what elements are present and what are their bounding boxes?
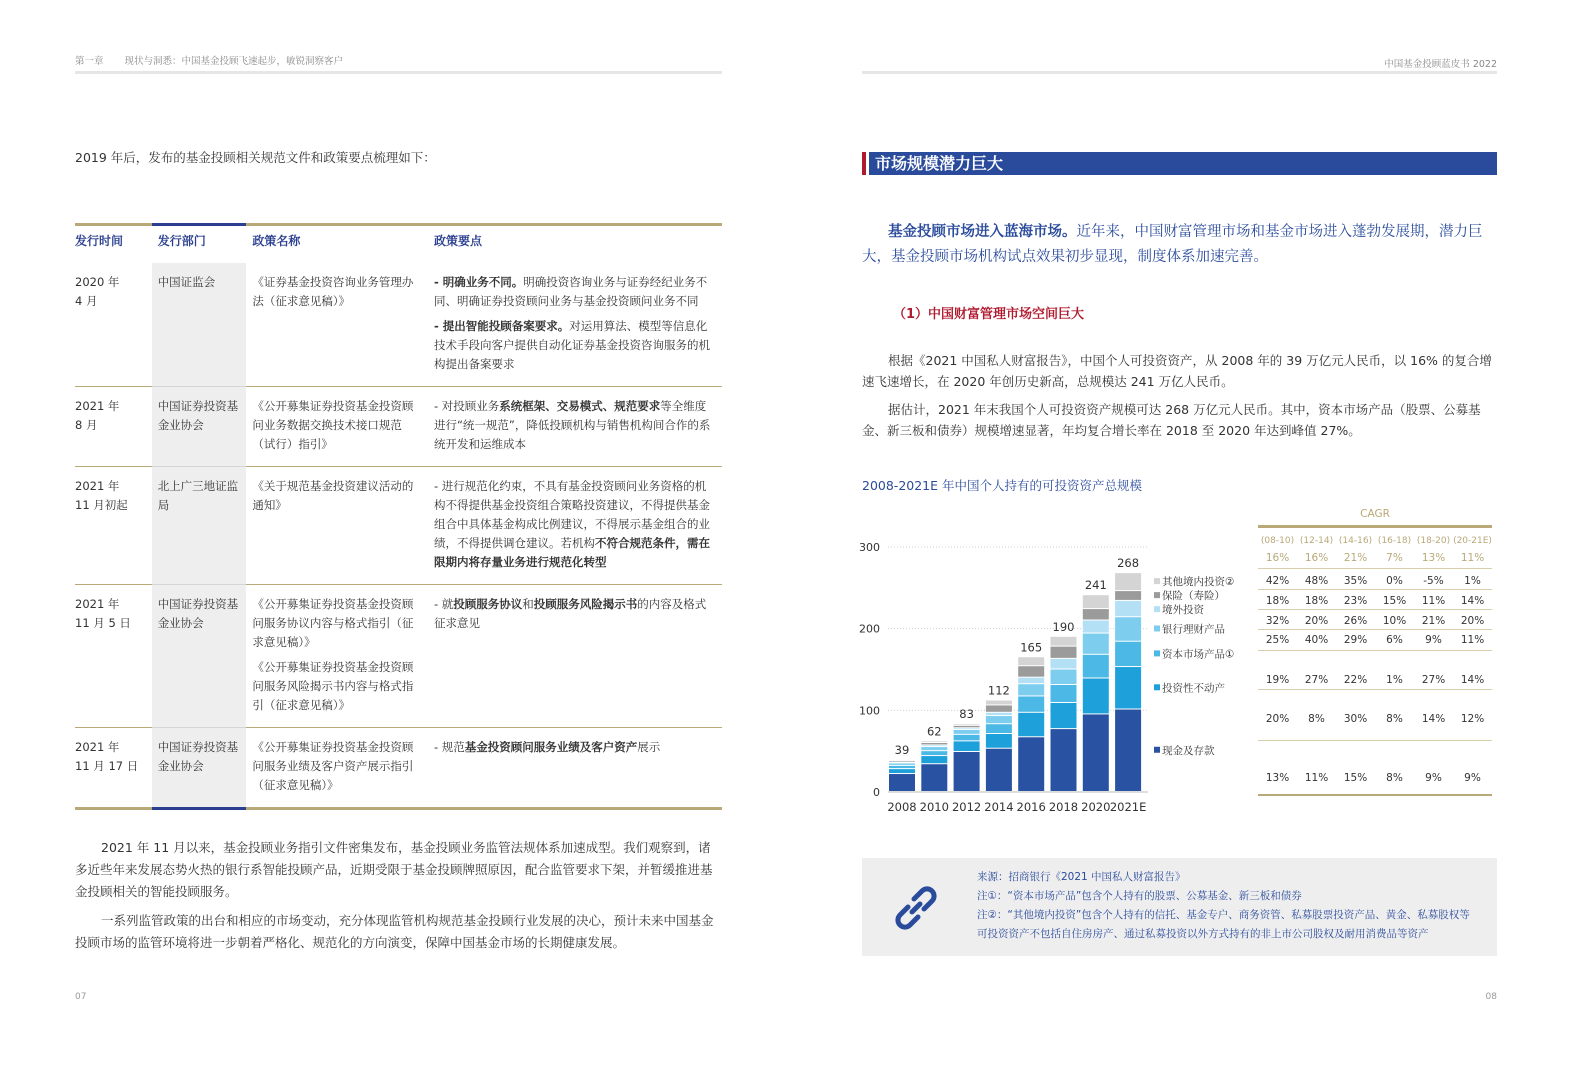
cell-time: 2020 年 4 月 xyxy=(75,263,152,387)
cagr-total: 21% xyxy=(1343,552,1368,564)
cell-policy-name: 《公开募集证券投资基金投资顾问服务协议内容与格式指引（征求意见稿）》 《公开募集证券投资基金投资顾问服务风险揭示书内容与格式指引（征求意见稿）》 xyxy=(246,585,428,728)
cagr-value: 9% xyxy=(1425,772,1442,784)
cagr-value: 19% xyxy=(1265,674,1290,686)
cagr-value: 27% xyxy=(1304,674,1329,686)
legend-label: 境外投资 xyxy=(1162,604,1204,617)
bar-segment xyxy=(1051,637,1077,646)
data-label: 241 xyxy=(1084,578,1107,593)
right-running-header: 中国基金投顾蓝皮书 2022 xyxy=(1384,59,1497,70)
legend-label: 现金及存款 xyxy=(1162,744,1215,757)
bar-segment xyxy=(1115,667,1141,708)
source-line: 来源：招商银行《2021 中国私人财富报告》 xyxy=(977,871,1186,883)
cell-dept: 北上广三地证监局 xyxy=(152,467,247,585)
cagr-period: (16-18) xyxy=(1377,536,1412,546)
y-tick-label: 200 xyxy=(859,622,880,636)
y-tick-label: 0 xyxy=(873,786,880,799)
cagr-row-rule xyxy=(1258,589,1492,590)
data-label: 39 xyxy=(894,743,910,758)
policy-table xyxy=(75,223,722,810)
bar-segment xyxy=(1115,601,1141,616)
x-tick-label: 2010 xyxy=(919,800,949,814)
left-paragraph-2: 一系列监管政策的出台和相应的市场变动，充分体现监管机构规范基金投顾行业发展的决心，预计未来中国基金投顾市场的监管环境将进一步朝着严格化、规范化的方向演变，保障中国基金市场的长期健康发展。 xyxy=(75,913,714,950)
bar-segment xyxy=(1115,573,1141,590)
bar-segment xyxy=(1051,647,1077,658)
cagr-title: CAGR xyxy=(1360,508,1390,520)
table-intro: 2019 年后，发布的基金投顾相关规范文件和政策要点梳理如下： xyxy=(75,150,436,165)
cell-time: 2021 年 11 月 5 日 xyxy=(75,585,152,728)
chapter-title: 现状与洞悉：中国基金投顾飞速起步，敏锐洞察客户 xyxy=(124,56,344,67)
cell-policy-points: - 进行规范化约束，不具有基金投资顾问业务资格的机构不得提供基金投资组合策略投资建议，不得提供基金组合中具体基金构成比例建议，不得展示基金组合的业绩，不得提供调仓建议。若机构不符合规范条件，需在限期内将存量业务进行规范化转型 xyxy=(428,467,722,585)
bar-segment xyxy=(954,752,980,791)
cagr-value: 11% xyxy=(1460,634,1485,646)
x-tick-label: 2012 xyxy=(951,800,982,814)
right-paragraph-2: 据估计，2021 年末我国个人可投资资产规模可达 268 万亿元人民币。其中，资本市场产品（股票、公募基金、新三板和债券）规模增速显著，年均复合增长率在 2018 至 2020 年达到峰值 27%。 xyxy=(862,402,1481,438)
link-icon xyxy=(890,883,942,933)
legend-swatch xyxy=(1154,578,1160,584)
cagr-value: 0% xyxy=(1386,575,1403,587)
left-paragraph-1: 2021 年 11 月以来，基金投顾业务指引文件密集发布，基金投顾业务监管法规体系加速成型。我们观察到，诸多近些年来发展态势火热的银行系智能投顾产品，近期受限于基金投顾牌照原因，配合监管要求下架，并暂缓推进基金投顾相关的智能投顾服务。 xyxy=(75,840,713,899)
col-header-name: 政策名称 xyxy=(246,223,428,263)
cagr-period: (18-20) xyxy=(1416,536,1451,546)
cagr-value: 48% xyxy=(1304,575,1329,587)
cagr-period: (12-14) xyxy=(1299,536,1334,546)
y-tick-label: 100 xyxy=(859,704,880,718)
cagr-value: 27% xyxy=(1421,674,1446,686)
cagr-value: 1% xyxy=(1386,674,1403,686)
chapter-label: 第一章 xyxy=(75,56,104,67)
cagr-total: 11% xyxy=(1460,552,1485,564)
cagr-value: 8% xyxy=(1386,713,1403,725)
bar-segment xyxy=(954,724,980,725)
legend-swatch xyxy=(1154,684,1160,690)
cagr-total: 13% xyxy=(1421,552,1446,564)
bar-segment xyxy=(1115,710,1141,791)
right-header-rule xyxy=(862,71,1497,74)
left-running-header xyxy=(75,53,361,67)
x-tick-label: 2021E xyxy=(1109,800,1147,814)
legend-swatch xyxy=(1154,606,1160,612)
right-page-number: 08 xyxy=(1485,992,1497,1002)
cagr-value: 9% xyxy=(1425,634,1442,646)
cell-dept: 中国证券投资基金业协会 xyxy=(152,387,247,467)
bar-segment xyxy=(889,766,915,768)
cell-policy-name: 《证券基金投资咨询业务管理办法（征求意见稿）》 xyxy=(246,263,428,387)
section-title: 市场规模潜力巨大 xyxy=(869,152,1497,175)
bar-segment xyxy=(1051,685,1077,702)
bar-segment xyxy=(986,724,1012,733)
table-row xyxy=(75,263,722,387)
bar-segment xyxy=(921,743,947,744)
bar-segment xyxy=(1083,714,1109,791)
bar-segment xyxy=(1083,655,1109,678)
cagr-value: 14% xyxy=(1460,674,1485,686)
cagr-value: 20% xyxy=(1265,713,1290,725)
bar-segment xyxy=(1018,657,1044,665)
legend-label: 其他境内投资② xyxy=(1162,576,1235,589)
cagr-value: 22% xyxy=(1343,674,1368,686)
section-title-marker xyxy=(862,152,866,175)
cell-policy-points: - 明确业务不同。明确投资咨询业务与证券经纪业务不同、明确证券投资顾问业务与基金投资顾问业务不同 - 提出智能投顾备案要求。对运用算法、模型等信息化技术手段向客户提供自动化证券基金投资咨询服务的机构提出备案要求 xyxy=(428,263,722,387)
left-header-rule xyxy=(75,71,722,74)
cagr-row-rule xyxy=(1258,629,1492,630)
bar-segment xyxy=(954,735,980,741)
cagr-value: 12% xyxy=(1460,713,1485,725)
x-tick-label: 2020 xyxy=(1081,800,1111,814)
data-label: 165 xyxy=(1020,640,1043,655)
cagr-value: 18% xyxy=(1265,595,1290,607)
cagr-value: 18% xyxy=(1304,595,1329,607)
bar-segment xyxy=(921,747,947,750)
cell-policy-points: - 就投顾服务协议和投顾服务风险揭示书的内容及格式征求意见 xyxy=(428,585,722,728)
right-paragraph-1: 根据《2021 中国私人财富报告》，中国个人可投资资产，从 2008 年的 39 万亿元人民币，以 16% 的复合增速飞速增长，在 2020 年创历史新高，总规模达 241 万亿人民币。 xyxy=(862,353,1492,389)
cagr-value: 21% xyxy=(1421,615,1446,627)
cagr-total: 16% xyxy=(1265,552,1290,564)
bar-segment xyxy=(1051,703,1077,728)
cell-time: 2021 年 11 月初起 xyxy=(75,467,152,585)
cagr-value: 9% xyxy=(1464,772,1481,784)
cagr-value: 30% xyxy=(1343,713,1368,725)
bar-segment xyxy=(986,734,1012,748)
cagr-value: 23% xyxy=(1343,595,1368,607)
cagr-value: 26% xyxy=(1343,615,1368,627)
bar-segment xyxy=(1051,659,1077,669)
cell-time: 2021 年 8 月 xyxy=(75,387,152,467)
x-tick-label: 2018 xyxy=(1048,800,1079,814)
cell-policy-points: - 对投顾业务系统框架、交易模式、规范要求等全维度进行“统一规范”，降低投顾机构与销售机构间合作的系统开发和运维成本 xyxy=(428,387,722,467)
bar-segment xyxy=(1018,737,1044,791)
bar-segment xyxy=(1115,617,1141,641)
bar-segment xyxy=(1083,609,1109,619)
col-header-time: 发行时间 xyxy=(75,223,152,263)
cagr-total: 7% xyxy=(1386,552,1403,564)
legend-label: 银行理财产品 xyxy=(1162,623,1225,636)
legend-swatch xyxy=(1154,592,1160,598)
bar-segment xyxy=(954,726,980,727)
bar-segment xyxy=(889,761,915,762)
cagr-row-rule xyxy=(1258,740,1492,741)
bar-segment xyxy=(889,769,915,773)
cagr-value: 15% xyxy=(1382,595,1407,607)
x-tick-label: 2016 xyxy=(1016,800,1046,814)
bar-segment xyxy=(889,763,915,764)
cagr-row-rule xyxy=(1258,568,1492,569)
cagr-value: 32% xyxy=(1265,615,1290,627)
cagr-value: 14% xyxy=(1421,713,1446,725)
bar-segment xyxy=(1083,634,1109,654)
data-label: 62 xyxy=(926,724,942,739)
cell-policy-name: 《公开募集证券投资基金投资顾问服务业绩及客户资产展示指引（征求意见稿）》 xyxy=(246,728,428,810)
table-row xyxy=(75,387,722,467)
bar-segment xyxy=(921,751,947,755)
cagr-row-rule xyxy=(1258,609,1492,610)
cagr-value: 10% xyxy=(1382,615,1407,627)
bar-segment xyxy=(986,701,1012,705)
bar-segment xyxy=(1051,729,1077,791)
cagr-value: 20% xyxy=(1460,615,1485,627)
table-row xyxy=(75,728,722,810)
bar-segment xyxy=(1051,670,1077,685)
table-row xyxy=(75,467,722,585)
bar-segment xyxy=(1018,713,1044,737)
bar-segment xyxy=(954,730,980,734)
chart-title: 2008-2021E 年中国个人持有的可投资资产总规模 xyxy=(862,478,1143,493)
bar-segment xyxy=(986,749,1012,791)
bar-segment xyxy=(1018,666,1044,676)
cagr-value: 11% xyxy=(1304,772,1329,784)
cell-time: 2021 年 11 月 17 日 xyxy=(75,728,152,810)
legend-label: 保险（寿险） xyxy=(1162,590,1225,603)
note-2: 注②：“其他境内投资”包含个人持有的信托、基金专户、商务资管、私募股票投资产品、黄金、私募股权等 xyxy=(977,909,1470,921)
note-1: 注①：“资本市场产品”包含个人持有的股票、公募基金、新三板和债券 xyxy=(977,890,1302,902)
bar-segment xyxy=(1018,696,1044,711)
note-2-continued: 可投资资产不包括自住房房产、通过私募投资以外方式持有的非上市公司股权及耐用消费品等资产 xyxy=(977,928,1429,940)
cagr-row-rule xyxy=(1258,689,1492,690)
cell-policy-points: - 规范基金投资顾问服务业绩及客户资产展示 xyxy=(428,728,722,810)
left-page-number: 07 xyxy=(75,992,87,1002)
bar-segment xyxy=(921,741,947,742)
data-label: 268 xyxy=(1117,556,1140,571)
bar-segment xyxy=(1115,642,1141,666)
bar-segment xyxy=(1083,595,1109,608)
cagr-value: -5% xyxy=(1423,575,1444,587)
subheading: （1）中国财富管理市场空间巨大 xyxy=(893,307,1085,322)
cagr-row-rule xyxy=(1258,650,1492,651)
cagr-period: (20-21E) xyxy=(1453,536,1492,546)
lead-paragraph: 基金投顾市场进入蓝海市场。近年来，中国财富管理市场和基金市场进入蓬勃发展期，潜力巨大，基金投顾市场机构试点效果初步显现，制度体系加速完善。 xyxy=(862,224,1483,265)
legend-swatch xyxy=(1154,650,1160,656)
bar-segment xyxy=(986,716,1012,723)
bar-segment xyxy=(1115,591,1141,600)
cagr-period: (08-10) xyxy=(1260,536,1295,546)
cagr-value: 25% xyxy=(1265,634,1290,646)
cell-dept: 中国证监会 xyxy=(152,263,247,387)
bar-segment xyxy=(921,745,947,746)
col-header-dept: 发行部门 xyxy=(152,223,247,263)
bar-segment xyxy=(1018,684,1044,695)
bar-segment xyxy=(1083,678,1109,713)
bar-segment xyxy=(954,741,980,751)
cagr-value: 40% xyxy=(1304,634,1329,646)
cell-policy-name: 《公开募集证券投资基金投资顾问业务数据交换技术接口规范（试行）指引》 xyxy=(246,387,428,467)
data-label: 112 xyxy=(987,683,1010,698)
x-tick-label: 2014 xyxy=(984,800,1014,814)
bar-segment xyxy=(1083,621,1109,633)
cagr-value: 42% xyxy=(1265,575,1290,587)
cell-dept: 中国证券投资基金业协会 xyxy=(152,585,247,728)
cagr-value: 1% xyxy=(1464,575,1481,587)
bar-segment xyxy=(889,774,915,791)
cagr-period: (14-16) xyxy=(1338,536,1373,546)
legend-label: 投资性不动产 xyxy=(1162,682,1225,695)
y-tick-label: 300 xyxy=(859,541,880,554)
cagr-value: 8% xyxy=(1308,713,1325,725)
cell-dept: 中国证券投资基金业协会 xyxy=(152,728,247,810)
bar-segment xyxy=(954,728,980,729)
cagr-total: 16% xyxy=(1304,552,1329,564)
bar-segment xyxy=(1018,678,1044,684)
legend-swatch xyxy=(1154,747,1160,753)
cagr-value: 14% xyxy=(1460,595,1485,607)
cell-policy-name: 《关于规范基金投资建议活动的通知》 xyxy=(246,467,428,585)
cagr-value: 29% xyxy=(1343,634,1368,646)
cagr-top-rule xyxy=(1258,525,1492,528)
bar-segment xyxy=(986,713,1012,715)
cagr-value: 20% xyxy=(1304,615,1329,627)
legend-swatch xyxy=(1154,625,1160,631)
cagr-value: 6% xyxy=(1386,634,1403,646)
table-row xyxy=(75,585,722,728)
bar-segment xyxy=(921,764,947,791)
data-label: 190 xyxy=(1052,619,1075,634)
cagr-value: 35% xyxy=(1343,575,1368,587)
cagr-bottom-rule xyxy=(1258,794,1492,796)
legend-label: 资本市场产品① xyxy=(1162,648,1235,661)
x-tick-label: 2008 xyxy=(887,800,917,814)
bar-segment xyxy=(921,756,947,763)
cagr-value: 15% xyxy=(1343,772,1368,784)
data-label: 83 xyxy=(959,707,974,722)
bar-segment xyxy=(986,705,1012,711)
cagr-value: 11% xyxy=(1421,595,1446,607)
cagr-value: 8% xyxy=(1386,772,1403,784)
col-header-points: 政策要点 xyxy=(428,223,722,263)
cagr-value: 13% xyxy=(1265,772,1290,784)
stacked-bar-chart xyxy=(858,530,1238,830)
